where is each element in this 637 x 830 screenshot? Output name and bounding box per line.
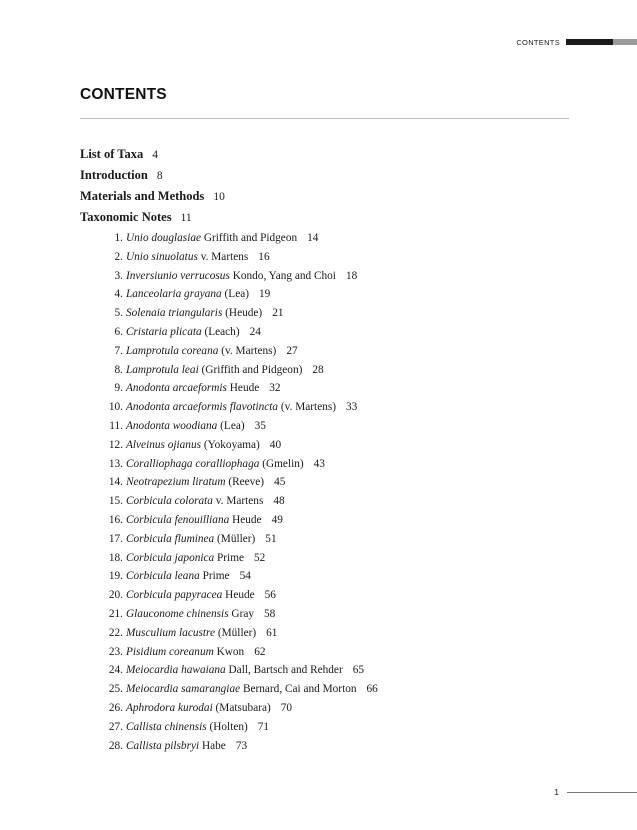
species-entry-scientific-name: Aphrodora kurodai [126,701,213,714]
species-entry-page: 27 [286,344,298,357]
species-entry-number: 12. [108,438,123,451]
species-entry-scientific-name: Pisidium coreanum [126,645,214,658]
species-entry-number: 14. [108,476,123,489]
species-entry-number: 27. [108,720,123,733]
species-entry-number: 16. [108,513,123,526]
species-entry-number: 8. [114,363,123,376]
species-entry-author: (Müller) [217,626,257,639]
species-entry-page: 33 [346,401,358,414]
section-list [80,146,225,230]
species-entry-number: 7. [114,344,123,357]
species-entry-number: 21. [108,607,123,620]
species-entry[interactable] [104,607,378,626]
species-entry-number: 10. [108,401,123,414]
species-entry-page: 48 [273,495,285,508]
species-entry-author: Kondo, Yang and Choi [232,269,336,282]
species-entry-scientific-name: Musculium lacustre [126,626,216,639]
species-entry-author: (Griffith and Pidgeon) [201,363,303,376]
species-entry-page: 70 [280,701,293,714]
toc-entry-title: Materials and Methods [80,189,205,203]
species-entry[interactable] [104,457,378,476]
toc-entry-title: Taxonomic Notes [80,210,172,224]
species-entry-scientific-name: Lamprotula leai [126,363,199,376]
species-list [104,231,378,757]
species-entry-scientific-name: Corbicula leana [126,570,200,583]
toc-entry-page: 10 [213,191,225,203]
species-entry-scientific-name: Unio douglasiae [126,232,201,244]
species-entry-number: 26. [108,701,123,714]
toc-entry[interactable] [80,188,225,209]
species-entry-page: 62 [254,645,266,658]
species-entry[interactable] [104,645,378,664]
species-entry[interactable] [104,438,378,457]
species-entry-scientific-name: Anodonta arcaeformis [126,382,227,395]
species-entry-author: Gray [231,607,255,620]
species-entry-number: 4. [114,288,123,301]
species-entry-scientific-name: Glauconome chinensis [126,607,229,620]
species-entry[interactable] [104,287,378,306]
species-entry-page: 66 [366,683,378,696]
species-entry-scientific-name: Anodonta woodiana [126,419,218,432]
species-entry-author: (Lea) [220,419,245,432]
species-entry[interactable] [104,475,378,494]
species-entry-author: Griffith and Pidgeon [203,232,298,244]
species-entry-author: (v. Martens) [280,401,337,414]
species-entry-number: 2. [114,250,123,263]
species-entry-author: Habe [201,739,226,752]
running-header [516,37,637,47]
species-entry[interactable] [104,701,378,720]
species-entry[interactable] [104,494,378,513]
species-entry-page: 32 [269,382,281,395]
species-entry-author: (Matsubara) [215,701,271,714]
species-entry-page: 45 [274,476,286,489]
species-entry-page: 65 [352,664,365,677]
running-header-title: CONTENTS [516,37,560,47]
species-entry[interactable] [104,419,378,438]
species-entry-number: 25. [108,683,123,696]
species-entry-number: 6. [114,325,123,338]
species-entry[interactable] [104,400,378,419]
species-entry[interactable] [104,325,378,344]
page-title: CONTENTS [80,86,167,103]
toc-entry[interactable] [80,146,225,167]
species-entry[interactable] [104,739,378,758]
species-entry-scientific-name: Lamprotula coreana [126,344,219,357]
species-entry[interactable] [104,720,378,739]
toc-entry[interactable] [80,209,225,230]
species-entry-number: 9. [114,382,123,395]
species-entry-author: Prime [217,551,245,564]
species-entry[interactable] [104,569,378,588]
species-entry[interactable] [104,663,378,682]
toc-entry-page: 4 [152,149,158,161]
species-entry-number: 28. [108,739,123,752]
species-entry-scientific-name: Unio sinuolatus [126,250,198,263]
species-entry-author: (v. Martens) [221,344,277,357]
species-entry-page: 35 [254,419,266,432]
species-entry[interactable] [104,551,378,570]
species-entry-page: 19 [259,288,271,301]
species-entry[interactable] [104,588,378,607]
toc-entry-title: List of Taxa [80,147,144,161]
species-entry-number: 17. [108,532,123,545]
species-entry-page: 43 [313,457,325,470]
species-entry-page: 58 [264,607,276,620]
species-entry-author: Heude [229,382,260,395]
species-entry-number: 11. [109,419,123,432]
species-entry-page: 49 [271,513,283,526]
species-entry-author: Heude [232,513,262,526]
species-entry[interactable] [104,513,378,532]
toc-entry[interactable] [80,167,225,188]
species-entry-number: 18. [108,551,123,564]
species-entry-author: (Lea) [224,288,249,301]
species-entry-scientific-name: Inversiunio verrucosus [126,269,230,282]
toc-entry-title: Introduction [80,168,148,182]
species-entry-number: 1. [114,232,123,244]
species-entry-page: 61 [266,626,278,639]
species-entry-page: 52 [254,551,266,564]
species-entry-author: (Heude) [225,307,263,320]
species-entry[interactable] [104,269,378,288]
species-entry-scientific-name: Meiocardia hawaiana [126,664,226,677]
species-entry-author: (Reeve) [228,476,265,489]
species-entry-author: (Müller) [217,532,256,545]
species-entry-author: v. Martens [200,250,249,263]
species-entry-author: v. Martens [215,495,264,508]
species-entry[interactable] [104,626,378,645]
footer-rule [567,792,637,793]
species-entry-page: 51 [265,532,277,545]
title-divider [80,118,569,119]
species-entry[interactable] [104,381,378,400]
species-entry[interactable] [104,231,378,250]
species-entry-scientific-name: Solenaia triangularis [126,307,223,320]
species-entry-page: 21 [272,307,284,320]
species-entry-scientific-name: Cristaria plicata [126,325,202,338]
species-entry-scientific-name: Corbicula japonica [126,551,215,564]
species-entry-scientific-name: Corbicula colorata [126,495,213,508]
species-entry-author: (Gmelin) [262,457,304,470]
species-entry-page: 14 [307,232,319,244]
species-entry-number: 24. [108,664,123,677]
species-entry-page: 54 [239,570,251,583]
species-entry-page: 73 [235,739,248,752]
species-entry-page: 16 [258,250,270,263]
species-entry-author: (Yokoyama) [203,438,260,451]
species-entry-scientific-name: Callista pilsbryi [126,739,200,752]
species-entry-scientific-name: Coralliophaga coralliophaga [126,457,260,470]
species-entry-page: 40 [269,438,282,451]
page-footer [554,787,637,797]
species-entry-number: 20. [108,589,123,602]
species-entry-number: 23. [108,645,123,658]
species-entry[interactable] [104,682,378,701]
species-entry[interactable] [104,363,378,382]
species-entry-scientific-name: Neotrapezium liratum [126,476,226,489]
species-entry-author: Bernard, Cai and Morton [242,683,357,696]
species-entry-scientific-name: Corbicula papyracea [126,589,223,602]
species-entry-page: 71 [257,720,270,733]
species-entry[interactable] [104,250,378,269]
species-entry-scientific-name: Alveinus ojianus [126,438,201,451]
toc-entry-page: 11 [180,212,192,224]
page-number: 1 [554,787,559,797]
species-entry-page: 18 [345,269,358,282]
species-entry-scientific-name: Corbicula fenouilliana [126,513,230,526]
species-entry-author: (Holten) [209,720,248,733]
header-bar-gray [613,39,637,45]
species-entry-scientific-name: Meiocardia samarangiae [126,683,241,696]
species-entry-author: Heude [225,589,255,602]
species-entry[interactable] [104,306,378,325]
species-entry-number: 19. [108,570,123,583]
species-entry-number: 22. [108,626,123,639]
species-entry-scientific-name: Corbicula fluminea [126,532,215,545]
species-entry-page: 28 [312,363,324,376]
species-entry-number: 15. [108,495,123,508]
species-entry-scientific-name: Lanceolaria grayana [126,288,222,301]
species-entry-author: Kwon [216,645,245,658]
species-entry[interactable] [104,532,378,551]
species-entry-author: Prime [202,570,230,583]
species-entry[interactable] [104,344,378,363]
species-entry-number: 5. [114,307,123,320]
header-bar-black [566,39,613,45]
species-entry-number: 3. [114,269,123,282]
species-entry-author: Dall, Bartsch and Rehder [228,664,343,677]
species-entry-page: 56 [264,589,276,602]
species-entry-number: 13. [108,457,123,470]
species-entry-scientific-name: Anodonta arcaeformis flavotincta [126,401,279,414]
species-entry-scientific-name: Callista chinensis [126,720,207,733]
species-entry-author: (Leach) [204,325,240,338]
species-entry-page: 24 [249,325,261,338]
toc-entry-page: 8 [156,170,163,182]
